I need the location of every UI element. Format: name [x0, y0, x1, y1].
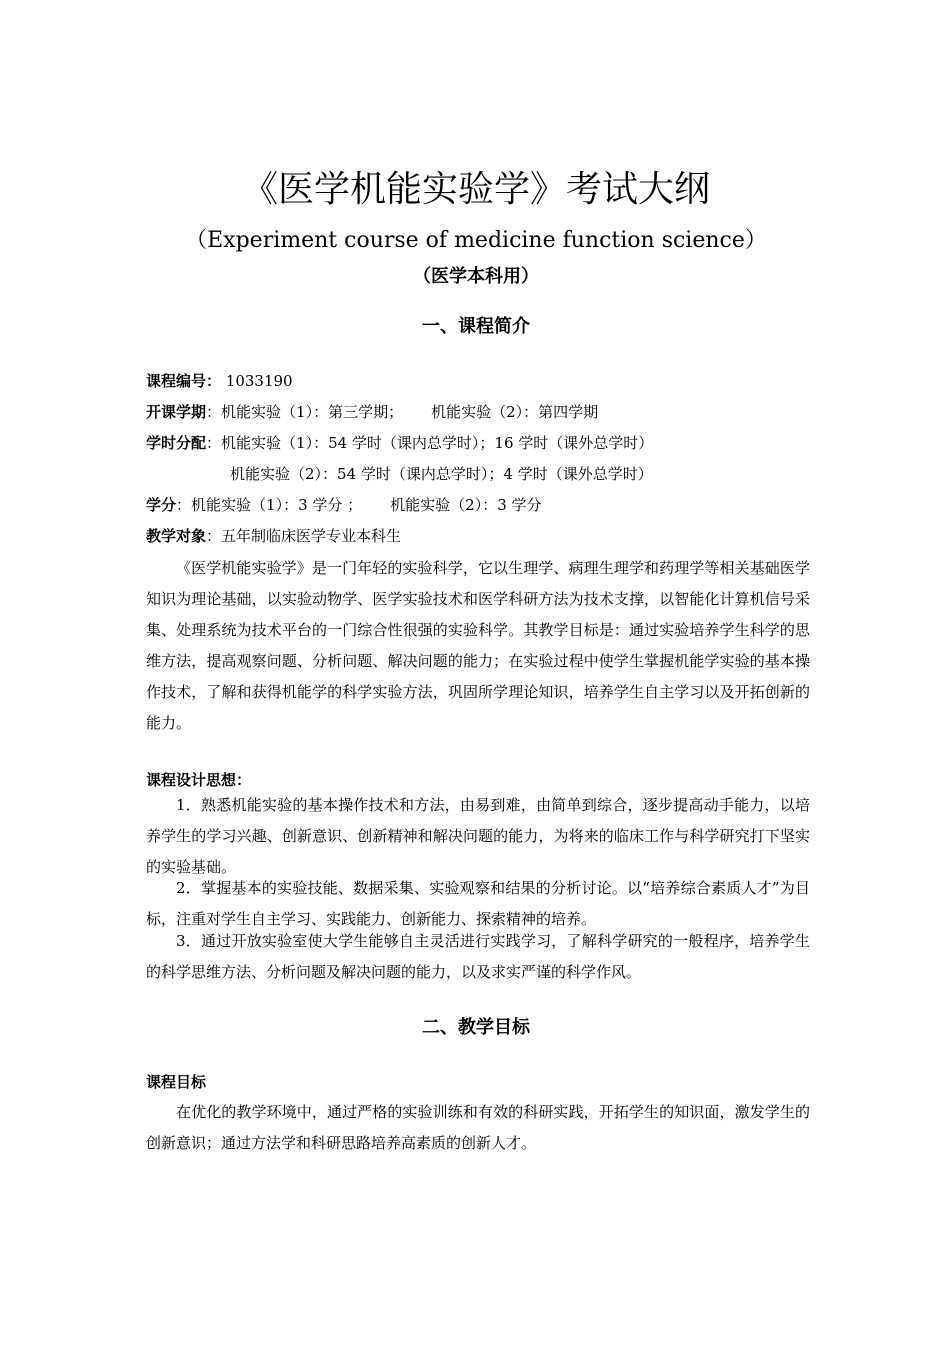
course-info — [146, 366, 826, 552]
semester-part2: 机能实验（2）：第四学期 — [431, 403, 599, 421]
intro-paragraph: 《医学机能实验学》是一门年轻的实验科学，它以生理学、病理生理学和药理学等相关基础医学知识为理论基础，以实验动物学、医学实验技术和医学科研方法为技术支撑，以智能化计算机信号采集、处理系统为技术平台的一门综合性很强的实验科学。其教学目标是：通过实验培养学生科学的思维方法，提高观察问题、分析问题、解决问题的能力；在实验过程中使学生掌握机能学实验的基本操作技术，了解和获得机能学的科学实验方法，巩固所学理论知识，培养学生自主学习以及开拓创新的能力。 — [146, 559, 810, 732]
target-value: 五年制临床医学专业本科生 — [221, 527, 402, 545]
design-heading: 课程设计思想： — [146, 771, 252, 789]
section-heading-goals: 二、教学目标 — [422, 1017, 530, 1038]
target-label: 教学对象 — [146, 527, 207, 545]
hours-line1: 机能实验（1）：54 学时（课内总学时）；16 学时（课外总学时） — [221, 434, 654, 452]
design-item-2: 2．掌握基本的实验技能、数据采集、实验观察和结果的分析讨论。以“培养综合素质人才”为目标，注重对学生自主学习、实践能力、创新能力、探索精神的培养。 — [146, 879, 810, 928]
target-row — [146, 521, 826, 552]
course-code-row — [146, 366, 826, 397]
goal-heading: 课程目标 — [146, 1073, 207, 1091]
section-heading-intro: 一、课程简介 — [422, 316, 530, 337]
hours-row — [146, 428, 826, 459]
course-code-label: 课程编号： — [146, 372, 222, 390]
semester-label: 开课学期 — [146, 403, 207, 421]
design-item-1: 1．熟悉机能实验的基本操作技术和方法，由易到难，由简单到综合，逐步提高动手能力，以培养学生的学习兴趣、创新意识、创新精神和解决问题的能力，为将来的临床工作与科学研究打下坚实的实验基础。 — [146, 796, 810, 876]
hours-row-2 — [146, 459, 826, 490]
audience-note: （医学本科用） — [413, 266, 539, 287]
semester-part1: 机能实验（1）：第三学期； — [221, 403, 404, 421]
target-separator: ： — [206, 527, 222, 545]
goal-paragraph: 在优化的教学环境中，通过严格的实验训练和有效的科研实践，开拓学生的知识面，激发学生的创新意识；通过方法学和科研思路培养高素质的创新人才。 — [146, 1103, 810, 1152]
credits-part1: 机能实验（1）：3 学分 ； — [191, 496, 363, 514]
credits-separator: ： — [176, 496, 192, 514]
semester-row — [146, 397, 826, 428]
document-subtitle: （Experiment course of medicine function science） — [185, 228, 767, 253]
hours-label: 学时分配 — [146, 434, 207, 452]
credits-label: 学分 — [146, 496, 177, 514]
semester-separator: ： — [206, 403, 222, 421]
credits-row — [146, 490, 826, 521]
hours-line2: 机能实验（2）：54 学时（课内总学时）；4 学时（课外总学时） — [230, 465, 653, 483]
credits-part2: 机能实验（2）：3 学分 — [390, 496, 542, 514]
hours-separator: ： — [206, 434, 222, 452]
design-item-3: 3．通过开放实验室使大学生能够自主灵活进行实践学习，了解科学研究的一般程序，培养学生的科学思维方法、分析问题及解决问题的能力，以及求实严谨的科学作风。 — [146, 932, 810, 981]
course-code-value: 1033190 — [225, 372, 293, 390]
document-title: 《医学机能实验学》考试大纲 — [241, 169, 710, 210]
